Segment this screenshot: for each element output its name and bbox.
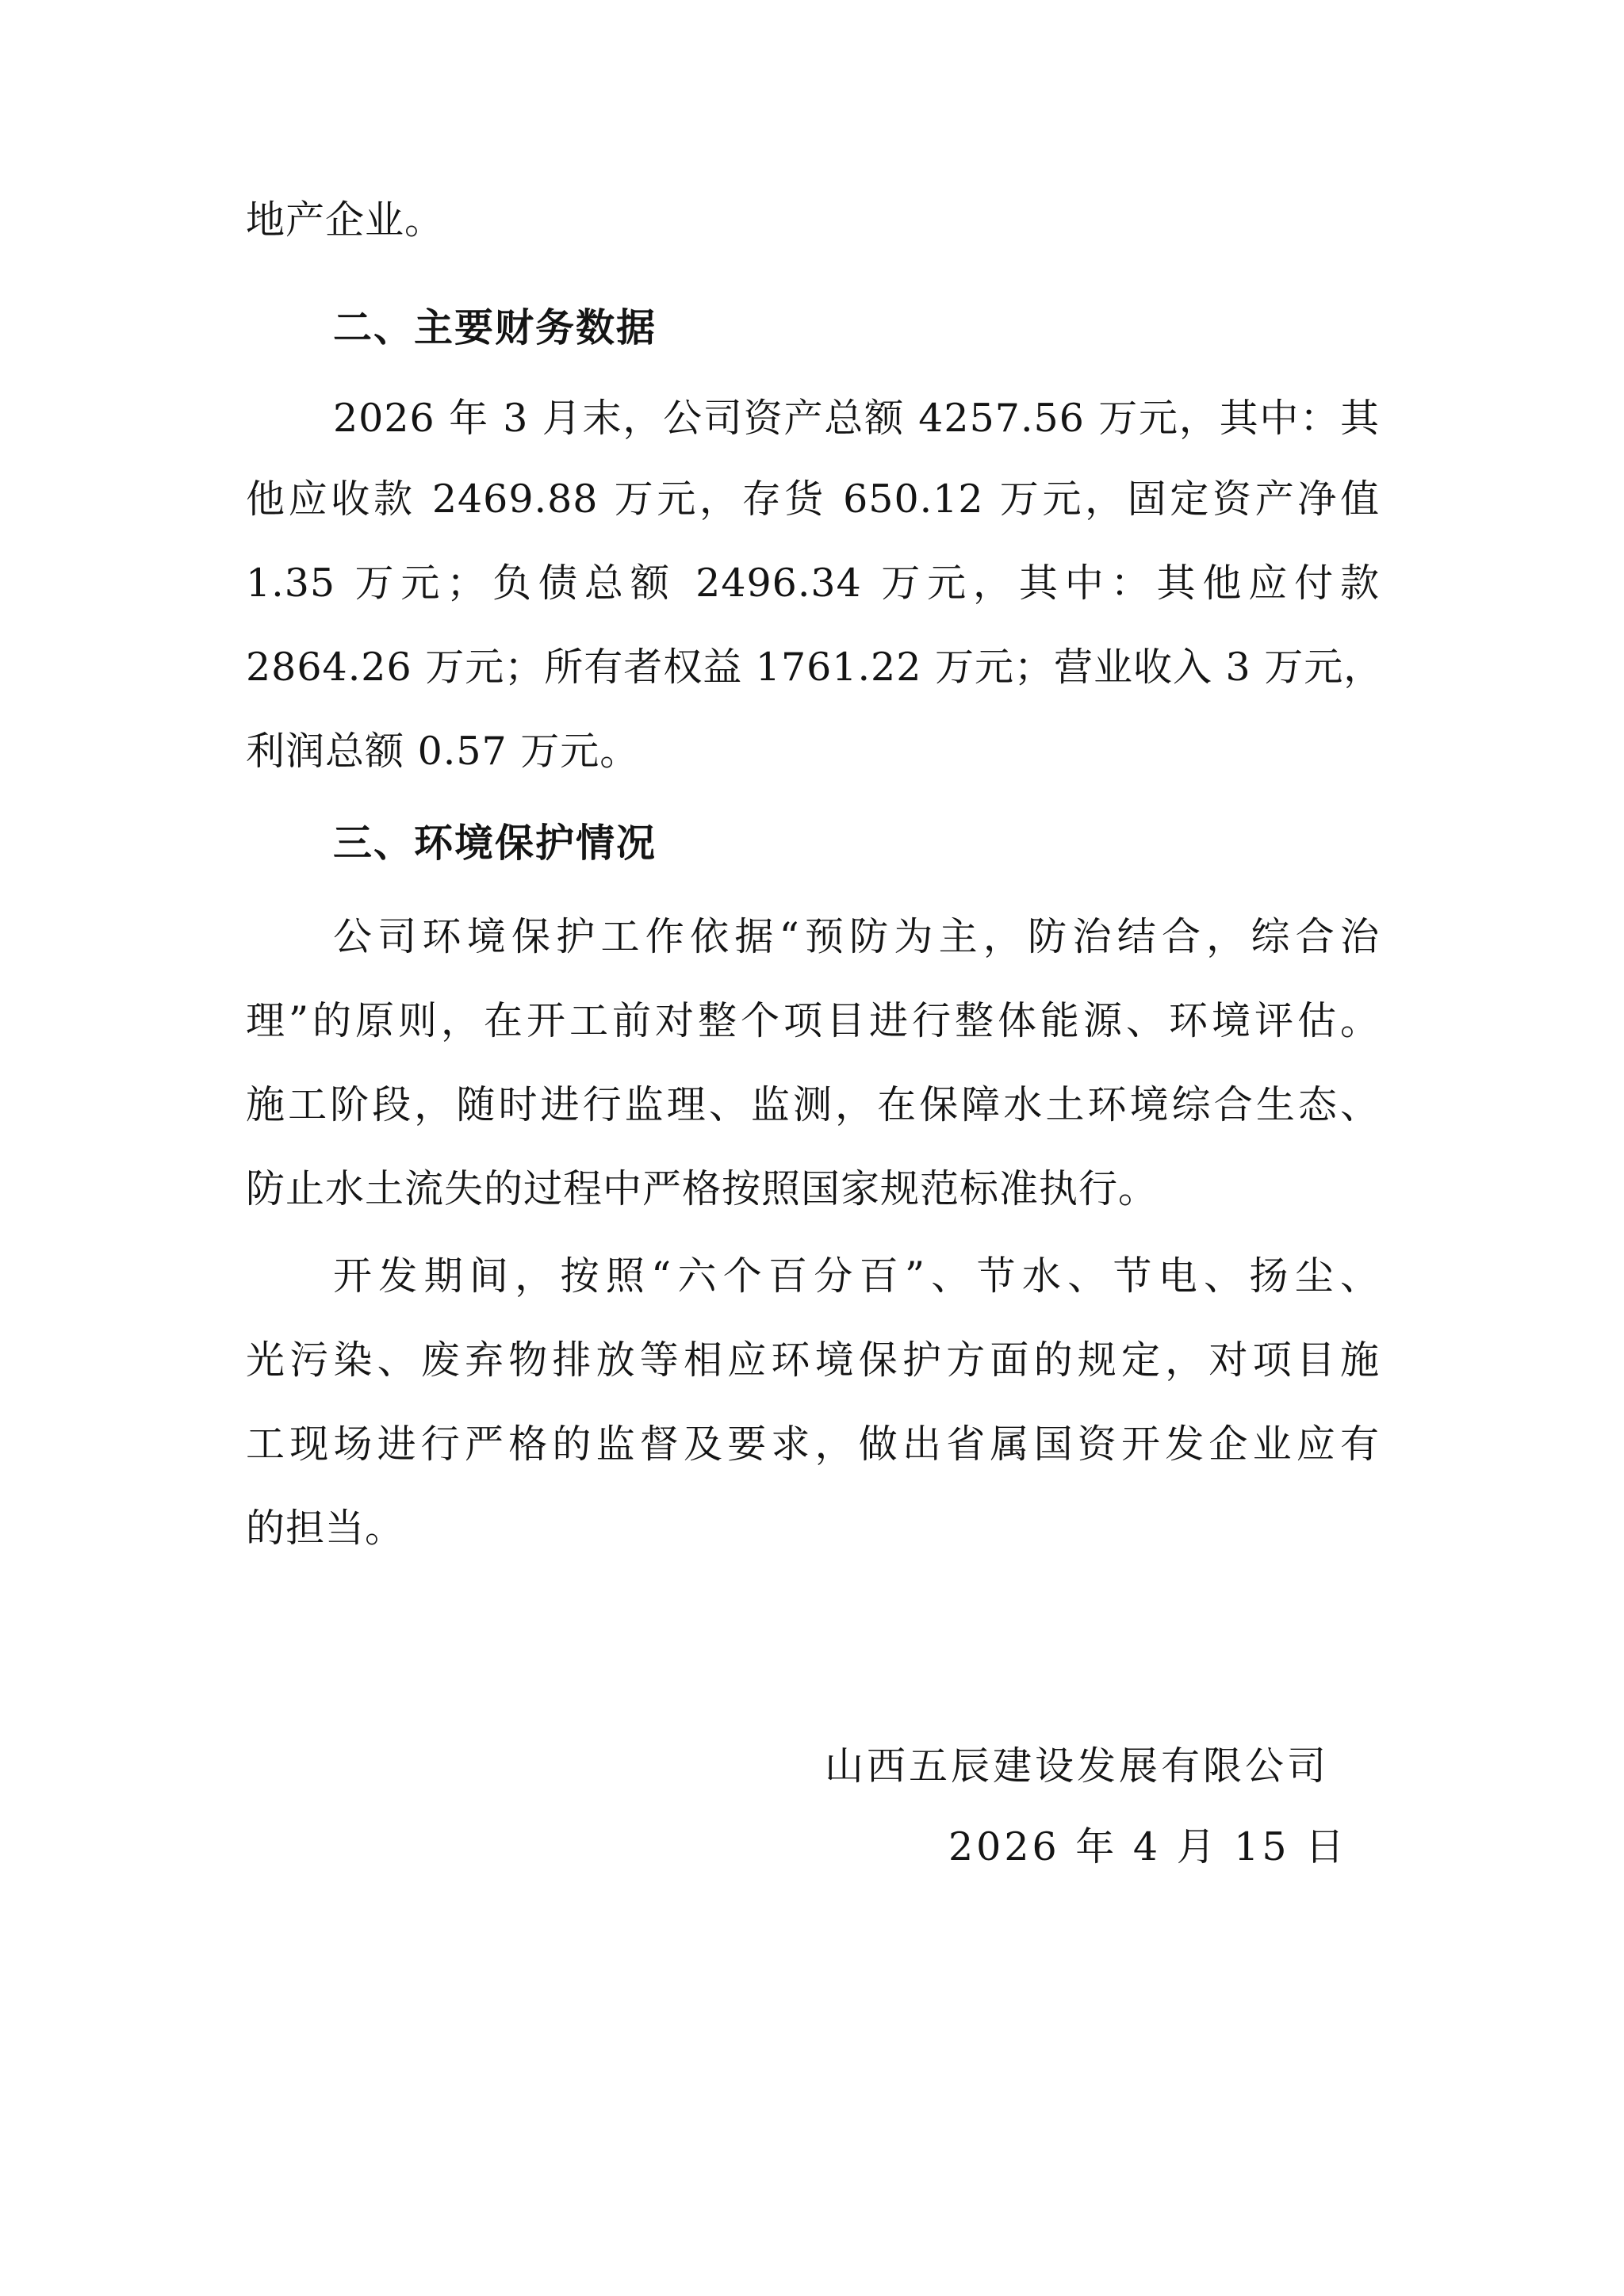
section-heading-financial: 二、主要财务数据 xyxy=(333,305,657,350)
section-heading-environment: 三、环境保护情况 xyxy=(333,821,657,866)
paragraph-line: 2864.26 万元；所有者权益 1761.22 万元；营业收入 3 万元， xyxy=(246,645,1384,690)
paragraph-line: 他应收款 2469.88 万元，存货 650.12 万元，固定资产净值 xyxy=(246,476,1380,522)
paragraph-line: 理”的原则，在开工前对整个项目进行整体能源、环境评估。 xyxy=(246,998,1380,1043)
paragraph-line: 光污染、废弃物排放等相应环境保护方面的规定，对项目施 xyxy=(246,1337,1380,1383)
paragraph-line: 开发期间，按照“六个百分百”、节水、节电、扬尘、 xyxy=(333,1253,1380,1299)
paragraph-line: 2026 年 3 月末，公司资产总额 4257.56 万元，其中：其 xyxy=(333,396,1380,441)
paragraph-line: 地产企业。 xyxy=(246,197,445,243)
paragraph-line: 公司环境保护工作依据“预防为主，防治结合，综合治 xyxy=(333,914,1380,959)
signature-company: 山西五辰建设发展有限公司 xyxy=(825,1743,1330,1789)
paragraph-line: 施工阶段，随时进行监理、监测，在保障水土环境综合生态、 xyxy=(246,1082,1380,1127)
signature-date: 2026 年 4 月 15 日 xyxy=(948,1824,1348,1869)
paragraph-line: 工现场进行严格的监督及要求，做出省属国资开发企业应有 xyxy=(246,1422,1380,1467)
paragraph-line: 利润总额 0.57 万元。 xyxy=(246,729,640,774)
paragraph-line: 防止水土流失的过程中严格按照国家规范标准执行。 xyxy=(246,1166,1159,1211)
paragraph-line: 1.35 万元；负债总额 2496.34 万元，其中：其他应付款 xyxy=(246,561,1380,606)
paragraph-line: 的担当。 xyxy=(246,1506,405,1551)
